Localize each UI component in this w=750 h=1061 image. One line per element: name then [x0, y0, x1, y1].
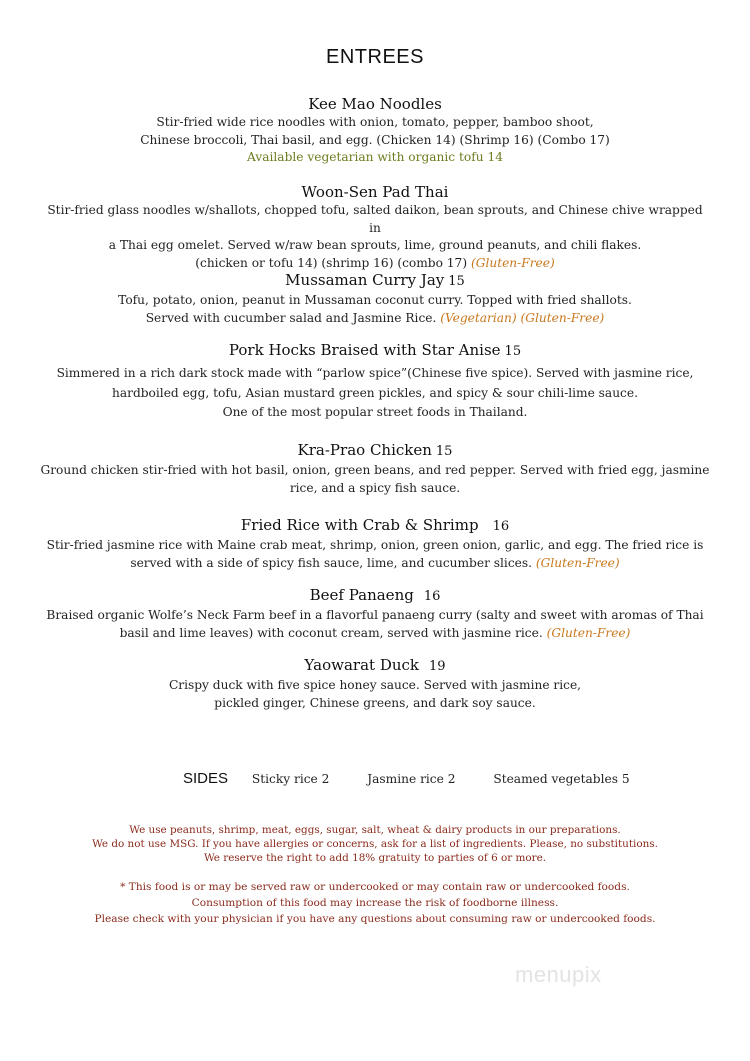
item-description: Tofu, potato, onion, peanut in Mussaman coconut curry. Topped with fried shallots. Served with cucumber salad and Jasmine Rice. (Vegetarian) (Gluten-Free) [118, 293, 632, 325]
item-description: Ground chicken stir-fried with hot basil, onion, green beans, and red pepper. Served with fried egg, jasmine rice, and a spicy fish sauce. [40, 463, 710, 495]
item-price: 19 [429, 659, 446, 674]
item-price: 16 [423, 589, 441, 604]
menu-item-pork-hocks [40, 340, 710, 423]
menu-item-kra-prao-chicken [40, 440, 710, 497]
sides-section [183, 770, 630, 787]
menu-item-kee-mao-noodles [40, 94, 710, 167]
item-price: 15 [435, 444, 453, 459]
menu-item-beef-panaeng [40, 585, 710, 642]
item-name: Yaowarat Duck 19 [304, 656, 446, 674]
item-name: Kra-Prao Chicken 15 [297, 441, 453, 459]
menu-item-fried-rice-crab-shrimp [40, 515, 710, 572]
raw-food-warning: * This food is or may be served raw or undercooked or may contain raw or undercooked foods. Consumption of this food may increase the risk of foodborne illness. Please check with your physician if you have any questions about consuming raw or undercooked foods. [94, 881, 656, 925]
item-name: Kee Mao Noodles [308, 95, 442, 113]
dietary-tag: (Gluten-Free) [470, 255, 555, 270]
item-price: 15 [504, 344, 522, 359]
item-description: Braised organic Wolfe’s Neck Farm beef in a flavorful panaeng curry (salty and sweet with aromas of Thai basil and lime leaves) with coconut cream, served with jasmine rice. (Gluten-Free) [46, 608, 704, 640]
item-name: Fried Rice with Crab & Shrimp 16 [240, 516, 510, 534]
side-item: Steamed vegetables 5 [493, 772, 630, 786]
item-name: Mussaman Curry Jay 15 [285, 271, 465, 289]
item-price: 15 [448, 274, 465, 289]
page-title: ENTREES [326, 46, 424, 68]
item-name: Woon-Sen Pad Thai [301, 183, 449, 201]
dietary-tag: (Vegetarian) (Gluten-Free) [440, 310, 605, 325]
item-description: Stir-fried jasmine rice with Maine crab meat, shrimp, onion, green onion, garlic, and egg. The fried rice is served with a side of spicy fish sauce, lime, and cucumber slices. (Gluten-Free) [46, 538, 704, 570]
item-name: Beef Panaeng 16 [309, 586, 441, 604]
item-description: Stir-fried wide rice noodles with onion, tomato, pepper, bamboo shoot, Chinese broccoli, Thai basil, and egg. (Chicken 14) (Shrimp 16) (Combo 17) [140, 115, 610, 147]
item-description: Simmered in a rich dark stock made with “parlow spice”(Chinese five spice). Served with jasmine rice, hardboiled egg, tofu, Asian mustard green pickles, and spicy & sour chili-lime sauce. One of the most popular street foods in Thailand. [56, 366, 694, 419]
sides-heading: SIDES [183, 770, 229, 787]
menu-item-yaowarat-duck [40, 655, 710, 712]
dietary-tag: (Gluten-Free) [546, 625, 631, 640]
vegetarian-note: Available vegetarian with organic tofu 14 [247, 150, 503, 164]
dietary-tag: (Gluten-Free) [535, 555, 620, 570]
item-price: 16 [492, 519, 510, 534]
side-item: Sticky rice 2 [251, 772, 330, 786]
item-description: Crispy duck with five spice honey sauce. Served with jasmine rice, pickled ginger, Chinese greens, and dark soy sauce. [168, 678, 582, 710]
item-description: Stir-fried glass noodles w/shallots, chopped tofu, salted daikon, bean sprouts, and Chinese chive wrapped in a Thai egg omelet. Served w/raw bean sprouts, lime, ground peanuts, and chili flakes. (chicken or tofu 14) (shrimp 16) (combo 17) (Gluten-Free) [47, 203, 703, 270]
side-item: Jasmine rice 2 [367, 772, 456, 786]
item-name: Pork Hocks Braised with Star Anise 15 [228, 341, 522, 359]
watermark-logo: menupix [515, 962, 602, 987]
allergy-notice: We use peanuts, shrimp, meat, eggs, sugar, salt, wheat & dairy products in our preparations. We do not use MSG. If you have allergies or concerns, ask for a list of ingredients. Please, no substitutions. We reserve the right to add 18% gratuity to parties of 6 or more. [92, 824, 658, 864]
menu-item-woon-sen-pad-thai [40, 182, 710, 272]
menu-item-mussaman-curry-jay [40, 270, 710, 327]
